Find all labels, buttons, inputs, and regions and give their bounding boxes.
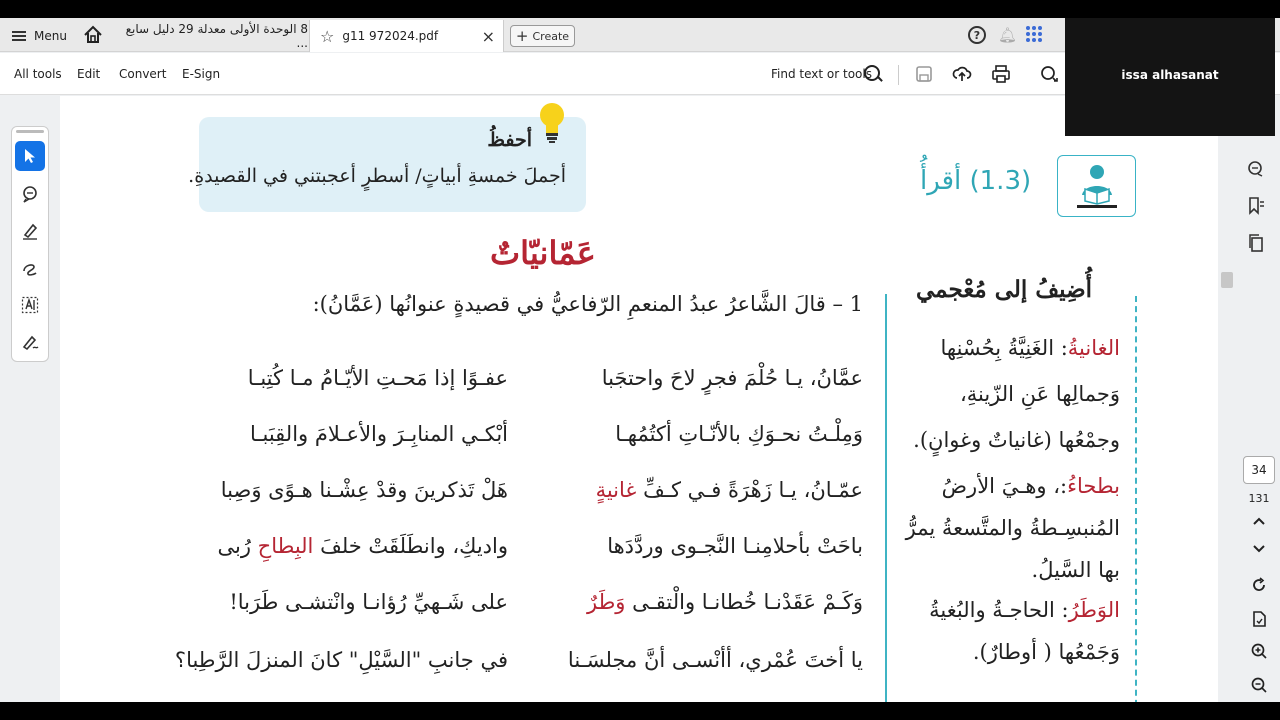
search-icon[interactable]: [864, 65, 880, 81]
memorize-box: [188, 117, 586, 212]
verse-text: رُبى: [217, 534, 258, 558]
comment-icon[interactable]: [15, 179, 45, 209]
scroll-thumb[interactable]: [1221, 272, 1233, 288]
menu-label: Menu: [34, 29, 67, 43]
comment-panel-icon[interactable]: [1246, 159, 1266, 179]
reader-badge: [1057, 155, 1136, 217]
fill-sign-icon[interactable]: [15, 327, 45, 357]
bookmark-icon[interactable]: [1246, 196, 1266, 216]
all-tools-button[interactable]: All tools: [14, 67, 62, 81]
poem-title: عَمّانيّاتٌ: [490, 234, 596, 272]
memo-text: أجملَ خمسةِ أبياتٍ/ أسطرٍ أعجبتني في القصيدةِ.: [188, 165, 566, 187]
vocab-line: وَجمالِها عَنِ الزّينةِ،: [959, 382, 1120, 406]
verse-1-right: عمَّانُ، يـا حُلْمَ فجرٍ لاحَ واحتجَبا: [601, 366, 863, 390]
help-icon[interactable]: ?: [968, 26, 986, 44]
vocab-definition: :، وهـيَ الأرضُ: [941, 474, 1068, 498]
draw-icon[interactable]: [15, 253, 45, 283]
pages-icon[interactable]: [1246, 233, 1266, 253]
verse-text: واديكِ، وانطَلَقَتْ خلفَ: [313, 534, 508, 558]
video-overlay: [1065, 18, 1275, 136]
quick-tools-rail: [11, 126, 49, 362]
verse-text: عمّـانُ، يـا زَهْرَةً فـي كـفِّ: [636, 478, 863, 502]
vocab-border: [1135, 296, 1137, 702]
text-select-icon[interactable]: [15, 290, 45, 320]
upload-icon[interactable]: [952, 64, 972, 84]
rail-grip[interactable]: [16, 130, 44, 133]
vocab-title: أُضِيفُ إلى مُعْجمي: [916, 276, 1092, 303]
bell-icon[interactable]: 🔔︎: [998, 26, 1018, 44]
verse-6-left: في جانبِ "السَّيْلِ" كانَ المنزلَ الرَّطِبا؟: [174, 648, 508, 672]
acrobat-window: [0, 18, 1280, 702]
vocab-term: الغانيةُ: [1067, 336, 1120, 360]
esign-button[interactable]: E-Sign: [182, 67, 221, 81]
cursor-icon[interactable]: [15, 141, 45, 171]
reader-icon: [1072, 163, 1122, 209]
verse-5-right: [587, 590, 863, 614]
verse-1-left: عفـوًا إذا مَحـتِ الأيّـامُ مـا كُتِبـا: [247, 366, 508, 390]
print-icon[interactable]: [991, 64, 1011, 84]
chevron-down-icon[interactable]: [1250, 540, 1268, 558]
lightbulb-icon: [535, 100, 569, 144]
vocab-line: وَجَمْعُها ( أوطارٌ).: [972, 640, 1120, 664]
verse-text: وَكَـمْ عَقَدْنـا خُطانـا والْتقـى: [625, 590, 863, 614]
vocab-term: بطحاءُ: [1067, 474, 1120, 498]
rotate-icon[interactable]: [1250, 576, 1268, 594]
column-divider: [885, 294, 887, 702]
share-icon[interactable]: [1039, 64, 1059, 84]
pdf-page: [60, 96, 1218, 702]
menu-icon: [12, 31, 26, 41]
vocab-line: [929, 598, 1120, 622]
vertical-scrollbar[interactable]: [1220, 134, 1234, 700]
section-heading: (1.3) أقرأُ: [920, 166, 1032, 196]
highlight-icon[interactable]: [15, 216, 45, 246]
vocab-line: وجمْعُها (غانياتٌ وغوانٍ).: [913, 428, 1120, 452]
create-label: Create: [532, 29, 570, 43]
tab-label: g11 972024.pdf: [342, 29, 439, 43]
verse-4-left: [217, 534, 508, 558]
find-text-button[interactable]: Find text or tools: [771, 67, 872, 81]
vocab-definition: : الغَنِيَّةُ بِحُسْنِها: [940, 336, 1068, 360]
verse-2-left: أبْكـي المنابِـرَ والأعـلامَ والقِبَبـا: [249, 422, 508, 446]
memo-title: أحفظُ: [487, 129, 532, 151]
tab-document-1[interactable]: [112, 20, 308, 52]
page-number-input[interactable]: 34: [1243, 456, 1275, 484]
vocab-line: بها السَّيلُ.: [1031, 558, 1120, 582]
toolbar-divider: [898, 65, 899, 85]
close-icon[interactable]: ×: [481, 27, 495, 46]
star-icon[interactable]: ☆: [320, 26, 335, 46]
vocab-highlight: البِطاحِ: [257, 534, 314, 558]
create-button[interactable]: [510, 25, 575, 47]
apps-icon[interactable]: [1026, 26, 1042, 42]
menu-button[interactable]: [12, 26, 67, 46]
verse-4-right: باحَتْ بأحلامِنـا النَّجـوى وردَّدَها: [607, 534, 863, 558]
vocab-term: الوَطَرُ: [1068, 598, 1120, 622]
plus-icon: +: [515, 27, 529, 45]
vocab-highlight: غانيةٍ: [595, 478, 637, 502]
vocab-line: [942, 474, 1120, 498]
save-icon[interactable]: [914, 64, 934, 84]
chevron-up-icon[interactable]: [1250, 512, 1268, 530]
tab-document-active[interactable]: [309, 20, 504, 52]
vocab-line: [941, 336, 1120, 360]
verse-5-left: على شَـهيِّ رُؤانـا وانْتشـى طَرَبا!: [229, 590, 508, 614]
poem-intro: 1 – قالَ الشَّاعرُ عبدُ المنعمِ الرّفاعيُّ في قصيدةٍ عنوانُها (عَمَّانُ):: [312, 292, 863, 316]
convert-button[interactable]: Convert: [119, 67, 167, 81]
home-icon[interactable]: [82, 24, 104, 46]
verse-3-left: هَلْ تَذكرينَ وقدْ عِشْـنا هـوًى وَصِبا: [220, 478, 508, 502]
fit-page-icon[interactable]: [1250, 610, 1268, 628]
verse-6-right: يا أختَ عُمْري، أأنْسـى أنَّ مجلسَـنا: [567, 648, 863, 672]
vocab-definition: : الحاجـةُ والبُغيةُ: [929, 598, 1069, 622]
zoom-in-icon[interactable]: [1250, 642, 1268, 660]
tab-label: 8 الوحدة الأولى معدلة 29 دليل سابع ...: [125, 22, 308, 50]
letterbox-bar: [0, 702, 1280, 720]
participant-name: issa alhasanat: [1121, 68, 1219, 82]
zoom-out-icon[interactable]: [1250, 676, 1268, 694]
vocab-highlight: وَطَرٌ: [587, 590, 626, 614]
page-total: 131: [1248, 492, 1270, 505]
verse-3-right: [596, 478, 863, 502]
vocab-line: المُنبسِـطةُ والمتَّسعةُ يمرُّ: [905, 516, 1120, 540]
edit-button[interactable]: Edit: [77, 67, 101, 81]
verse-2-right: وَمِلْـتُ نحـوَكِ بالأنّـاتِ أكتُمُهـا: [615, 422, 863, 446]
